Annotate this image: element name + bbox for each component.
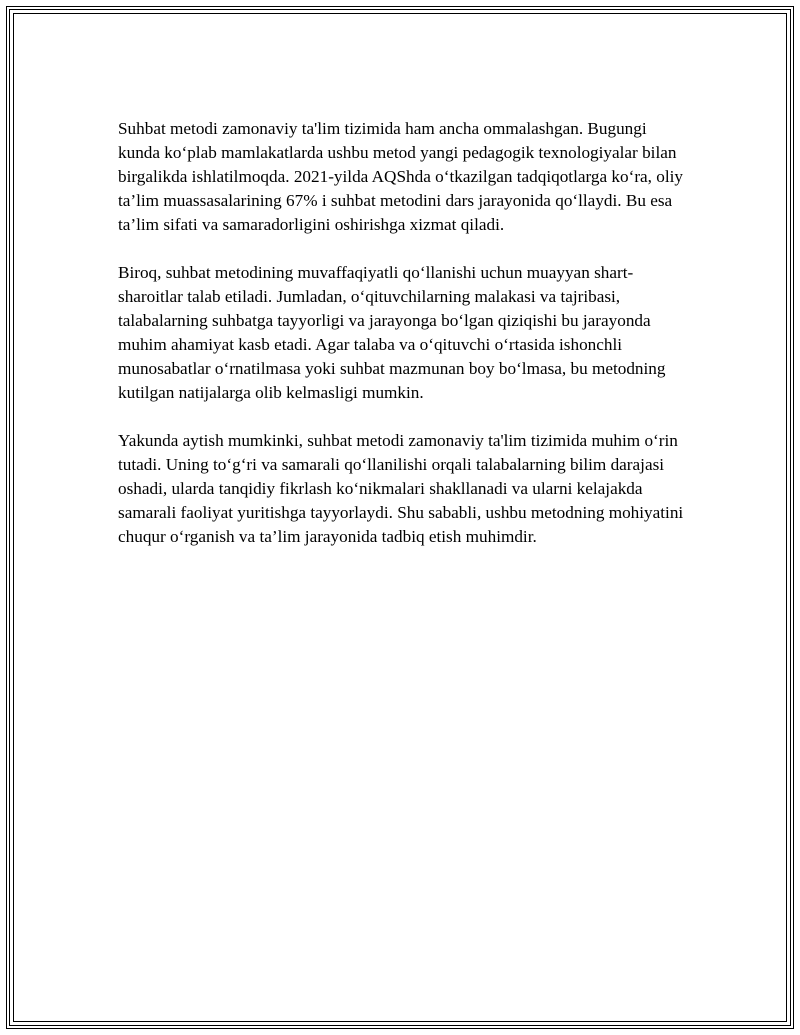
- paragraph-3: Yakunda aytish mumkinki, suhbat metodi zamonaviy ta'lim tizimida muhim o‘rin tutadi. Uning to‘g‘ri va samarali qo‘llanilishi orqali talabalarning bilim darajasi oshadi, ularda tanqidiy fikrlash ko‘nikmalari shakllanadi va ularni kelajakda samarali faoliyat yuritishga tayyorlaydi. Shu sababli, ushbu metodning mohiyatini chuqur o‘rganish va ta’lim jarayonida tadbiq etish muhimdir.: [118, 431, 684, 546]
- document-body: [118, 117, 688, 573]
- paragraph-1: Suhbat metodi zamonaviy ta'lim tizimida ham ancha ommalashgan. Bugungi kunda ko‘plab mamlakatlarda ushbu metod yangi pedagogik texnologiyalar bilan birgalikda ishlatilmoqda. 2021-yilda AQShda o‘tkazilgan tadqiqotlarga ko‘ra, oliy ta’lim muassasalarining 67% i suhbat metodini dars jarayonida qo‘llaydi. Bu esa ta’lim sifati va samaradorligini oshirishga xizmat qiladi.: [118, 119, 684, 234]
- paragraph-2: Biroq, suhbat metodining muvaffaqiyatli qo‘llanishi uchun muayyan shart-sharoitlar talab etiladi. Jumladan, o‘qituvchilarning malakasi va tajribasi, talabalarning suhbatga tayyorligi va jarayonga bo‘lgan qiziqishi bu jarayonda muhim ahamiyat kasb etadi. Agar talaba va o‘qituvchi o‘rtasida ishonchli munosabatlar o‘rnatilmasa yoki suhbat mazmunan boy bo‘lmasa, bu metodning kutilgan natijalarga olib kelmasligi mumkin.: [118, 263, 666, 402]
